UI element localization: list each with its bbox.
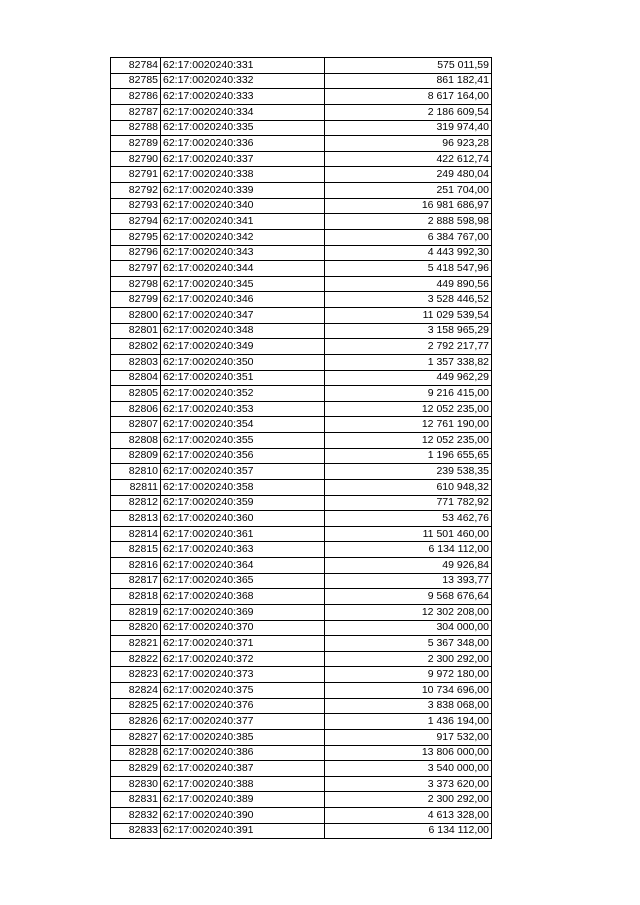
row-number-cell: 82800	[111, 308, 161, 324]
cadastral-value-cell: 2 888 598,98	[325, 214, 492, 230]
cadastral-value-cell: 11 029 539,54	[325, 308, 492, 324]
table-row	[111, 323, 492, 339]
row-number-cell: 82824	[111, 683, 161, 699]
cadastral-value-cell: 5 367 348,00	[325, 636, 492, 652]
cadastral-value-cell: 1 436 194,00	[325, 714, 492, 730]
cadastral-value-cell: 5 418 547,96	[325, 261, 492, 277]
table-row	[111, 433, 492, 449]
table-body	[111, 58, 492, 839]
cadastral-number-cell: 62:17:0020240:358	[161, 479, 325, 495]
table-row	[111, 823, 492, 839]
table-row	[111, 104, 492, 120]
table-row	[111, 714, 492, 730]
row-number-cell: 82799	[111, 292, 161, 308]
cadastral-number-cell: 62:17:0020240:375	[161, 683, 325, 699]
cadastral-value-cell: 1 357 338,82	[325, 354, 492, 370]
row-number-cell: 82790	[111, 151, 161, 167]
cadastral-number-cell: 62:17:0020240:364	[161, 558, 325, 574]
table-row	[111, 761, 492, 777]
cadastral-value-cell: 3 373 620,00	[325, 776, 492, 792]
cadastral-number-cell: 62:17:0020240:387	[161, 761, 325, 777]
cadastral-number-cell: 62:17:0020240:354	[161, 417, 325, 433]
row-number-cell: 82828	[111, 745, 161, 761]
row-number-cell: 82785	[111, 73, 161, 89]
row-number-cell: 82819	[111, 604, 161, 620]
cadastral-value-cell: 9 568 676,64	[325, 589, 492, 605]
row-number-cell: 82801	[111, 323, 161, 339]
row-number-cell: 82808	[111, 433, 161, 449]
table-row	[111, 308, 492, 324]
cadastral-number-cell: 62:17:0020240:332	[161, 73, 325, 89]
cadastral-number-cell: 62:17:0020240:342	[161, 229, 325, 245]
cadastral-number-cell: 62:17:0020240:344	[161, 261, 325, 277]
table-row	[111, 261, 492, 277]
cadastral-number-cell: 62:17:0020240:331	[161, 58, 325, 74]
cadastral-number-cell: 62:17:0020240:386	[161, 745, 325, 761]
table-row	[111, 745, 492, 761]
table-row	[111, 651, 492, 667]
table-row	[111, 214, 492, 230]
cadastral-value-cell: 8 617 164,00	[325, 89, 492, 105]
cadastral-value-cell: 861 182,41	[325, 73, 492, 89]
table-row	[111, 276, 492, 292]
row-number-cell: 82811	[111, 479, 161, 495]
row-number-cell: 82794	[111, 214, 161, 230]
cadastral-value-cell: 49 926,84	[325, 558, 492, 574]
row-number-cell: 82805	[111, 386, 161, 402]
cadastral-number-cell: 62:17:0020240:352	[161, 386, 325, 402]
row-number-cell: 82815	[111, 542, 161, 558]
row-number-cell: 82818	[111, 589, 161, 605]
cadastral-number-cell: 62:17:0020240:334	[161, 104, 325, 120]
row-number-cell: 82812	[111, 495, 161, 511]
row-number-cell: 82817	[111, 573, 161, 589]
cadastral-value-cell: 422 612,74	[325, 151, 492, 167]
table-row	[111, 620, 492, 636]
cadastral-value-cell: 16 981 686,97	[325, 198, 492, 214]
table-row	[111, 73, 492, 89]
cadastral-number-cell: 62:17:0020240:349	[161, 339, 325, 355]
row-number-cell: 82791	[111, 167, 161, 183]
row-number-cell: 82810	[111, 464, 161, 480]
cadastral-number-cell: 62:17:0020240:371	[161, 636, 325, 652]
row-number-cell: 82821	[111, 636, 161, 652]
table-row	[111, 417, 492, 433]
cadastral-number-cell: 62:17:0020240:343	[161, 245, 325, 261]
cadastral-number-cell: 62:17:0020240:369	[161, 604, 325, 620]
cadastral-value-cell: 12 302 208,00	[325, 604, 492, 620]
row-number-cell: 82832	[111, 808, 161, 824]
table-row	[111, 589, 492, 605]
cadastral-number-cell: 62:17:0020240:350	[161, 354, 325, 370]
cadastral-value-cell: 3 838 068,00	[325, 698, 492, 714]
cadastral-number-cell: 62:17:0020240:355	[161, 433, 325, 449]
cadastral-number-cell: 62:17:0020240:390	[161, 808, 325, 824]
table-row	[111, 542, 492, 558]
row-number-cell: 82802	[111, 339, 161, 355]
table-row	[111, 495, 492, 511]
cadastral-value-cell: 304 000,00	[325, 620, 492, 636]
table-row	[111, 729, 492, 745]
cadastral-number-cell: 62:17:0020240:347	[161, 308, 325, 324]
row-number-cell: 82787	[111, 104, 161, 120]
cadastral-number-cell: 62:17:0020240:336	[161, 136, 325, 152]
cadastral-value-cell: 12 761 190,00	[325, 417, 492, 433]
cadastral-number-cell: 62:17:0020240:372	[161, 651, 325, 667]
cadastral-value-cell: 2 300 292,00	[325, 651, 492, 667]
table-row	[111, 183, 492, 199]
cadastral-number-cell: 62:17:0020240:351	[161, 370, 325, 386]
cadastral-value-cell: 12 052 235,00	[325, 401, 492, 417]
cadastral-number-cell: 62:17:0020240:391	[161, 823, 325, 839]
cadastral-number-cell: 62:17:0020240:370	[161, 620, 325, 636]
cadastral-value-cell: 2 186 609,54	[325, 104, 492, 120]
cadastral-number-cell: 62:17:0020240:373	[161, 667, 325, 683]
cadastral-value-cell: 9 216 415,00	[325, 386, 492, 402]
table-row	[111, 151, 492, 167]
table-row	[111, 120, 492, 136]
table-row	[111, 292, 492, 308]
cadastral-number-cell: 62:17:0020240:365	[161, 573, 325, 589]
cadastral-value-cell: 2 300 292,00	[325, 792, 492, 808]
row-number-cell: 82788	[111, 120, 161, 136]
table-row	[111, 683, 492, 699]
cadastral-value-cell: 449 962,29	[325, 370, 492, 386]
row-number-cell: 82820	[111, 620, 161, 636]
table-row	[111, 245, 492, 261]
cadastral-number-cell: 62:17:0020240:363	[161, 542, 325, 558]
cadastral-value-cell: 3 528 446,52	[325, 292, 492, 308]
row-number-cell: 82806	[111, 401, 161, 417]
table-row	[111, 558, 492, 574]
cadastral-value-cell: 96 923,28	[325, 136, 492, 152]
cadastral-number-cell: 62:17:0020240:346	[161, 292, 325, 308]
row-number-cell: 82803	[111, 354, 161, 370]
cadastral-number-cell: 62:17:0020240:356	[161, 448, 325, 464]
table-row	[111, 401, 492, 417]
cadastral-value-cell: 251 704,00	[325, 183, 492, 199]
cadastral-value-cell: 53 462,76	[325, 511, 492, 527]
cadastral-value-cell: 239 538,35	[325, 464, 492, 480]
cadastral-value-cell: 3 540 000,00	[325, 761, 492, 777]
row-number-cell: 82804	[111, 370, 161, 386]
cadastral-number-cell: 62:17:0020240:340	[161, 198, 325, 214]
cadastral-value-cell: 771 782,92	[325, 495, 492, 511]
row-number-cell: 82833	[111, 823, 161, 839]
cadastral-number-cell: 62:17:0020240:385	[161, 729, 325, 745]
cadastral-value-cell: 1 196 655,65	[325, 448, 492, 464]
row-number-cell: 82831	[111, 792, 161, 808]
cadastral-number-cell: 62:17:0020240:389	[161, 792, 325, 808]
cadastral-value-cell: 6 134 112,00	[325, 542, 492, 558]
cadastral-number-cell: 62:17:0020240:339	[161, 183, 325, 199]
cadastral-value-cell: 4 613 328,00	[325, 808, 492, 824]
cadastral-number-cell: 62:17:0020240:377	[161, 714, 325, 730]
row-number-cell: 82795	[111, 229, 161, 245]
cadastral-number-cell: 62:17:0020240:345	[161, 276, 325, 292]
row-number-cell: 82796	[111, 245, 161, 261]
row-number-cell: 82822	[111, 651, 161, 667]
table-row	[111, 167, 492, 183]
cadastral-number-cell: 62:17:0020240:338	[161, 167, 325, 183]
table-row	[111, 776, 492, 792]
row-number-cell: 82793	[111, 198, 161, 214]
row-number-cell: 82797	[111, 261, 161, 277]
cadastral-value-cell: 575 011,59	[325, 58, 492, 74]
table-row	[111, 464, 492, 480]
table-row	[111, 229, 492, 245]
table-row	[111, 339, 492, 355]
row-number-cell: 82813	[111, 511, 161, 527]
cadastral-number-cell: 62:17:0020240:337	[161, 151, 325, 167]
row-number-cell: 82829	[111, 761, 161, 777]
row-number-cell: 82789	[111, 136, 161, 152]
cadastral-value-cell: 2 792 217,77	[325, 339, 492, 355]
table-row	[111, 58, 492, 74]
table-row	[111, 511, 492, 527]
table-row	[111, 448, 492, 464]
row-number-cell: 82807	[111, 417, 161, 433]
table-row	[111, 698, 492, 714]
cadastral-number-cell: 62:17:0020240:348	[161, 323, 325, 339]
table-row	[111, 573, 492, 589]
table-row	[111, 808, 492, 824]
row-number-cell: 82823	[111, 667, 161, 683]
table-row	[111, 354, 492, 370]
table-row	[111, 136, 492, 152]
cadastral-value-cell: 610 948,32	[325, 479, 492, 495]
cadastral-number-cell: 62:17:0020240:359	[161, 495, 325, 511]
cadastral-number-cell: 62:17:0020240:353	[161, 401, 325, 417]
table-row	[111, 604, 492, 620]
row-number-cell: 82825	[111, 698, 161, 714]
row-number-cell: 82786	[111, 89, 161, 105]
cadastral-number-cell: 62:17:0020240:360	[161, 511, 325, 527]
cadastral-number-cell: 62:17:0020240:376	[161, 698, 325, 714]
cadastral-number-cell: 62:17:0020240:333	[161, 89, 325, 105]
cadastral-number-cell: 62:17:0020240:368	[161, 589, 325, 605]
cadastral-number-cell: 62:17:0020240:341	[161, 214, 325, 230]
table-row	[111, 370, 492, 386]
cadastral-value-cell: 13 806 000,00	[325, 745, 492, 761]
cadastral-number-cell: 62:17:0020240:357	[161, 464, 325, 480]
table-row	[111, 386, 492, 402]
table-row	[111, 792, 492, 808]
row-number-cell: 82816	[111, 558, 161, 574]
cadastral-value-cell: 10 734 696,00	[325, 683, 492, 699]
row-number-cell: 82792	[111, 183, 161, 199]
row-number-cell: 82809	[111, 448, 161, 464]
cadastral-value-cell: 6 384 767,00	[325, 229, 492, 245]
row-number-cell: 82827	[111, 729, 161, 745]
table-row	[111, 479, 492, 495]
row-number-cell: 82830	[111, 776, 161, 792]
table-row	[111, 667, 492, 683]
cadastral-value-cell: 917 532,00	[325, 729, 492, 745]
row-number-cell: 82798	[111, 276, 161, 292]
cadastral-value-cell: 249 480,04	[325, 167, 492, 183]
data-table	[110, 57, 492, 839]
table-row	[111, 198, 492, 214]
table-row	[111, 636, 492, 652]
row-number-cell: 82784	[111, 58, 161, 74]
cadastral-value-cell: 12 052 235,00	[325, 433, 492, 449]
table-row	[111, 526, 492, 542]
cadastral-number-cell: 62:17:0020240:361	[161, 526, 325, 542]
cadastral-number-cell: 62:17:0020240:388	[161, 776, 325, 792]
cadastral-value-cell: 3 158 965,29	[325, 323, 492, 339]
cadastral-value-cell: 4 443 992,30	[325, 245, 492, 261]
cadastral-value-cell: 319 974,40	[325, 120, 492, 136]
cadastral-value-cell: 9 972 180,00	[325, 667, 492, 683]
cadastral-value-cell: 13 393,77	[325, 573, 492, 589]
cadastral-value-cell: 6 134 112,00	[325, 823, 492, 839]
cadastral-value-cell: 449 890,56	[325, 276, 492, 292]
table-row	[111, 89, 492, 105]
cadastral-value-cell: 11 501 460,00	[325, 526, 492, 542]
row-number-cell: 82814	[111, 526, 161, 542]
row-number-cell: 82826	[111, 714, 161, 730]
cadastral-number-cell: 62:17:0020240:335	[161, 120, 325, 136]
